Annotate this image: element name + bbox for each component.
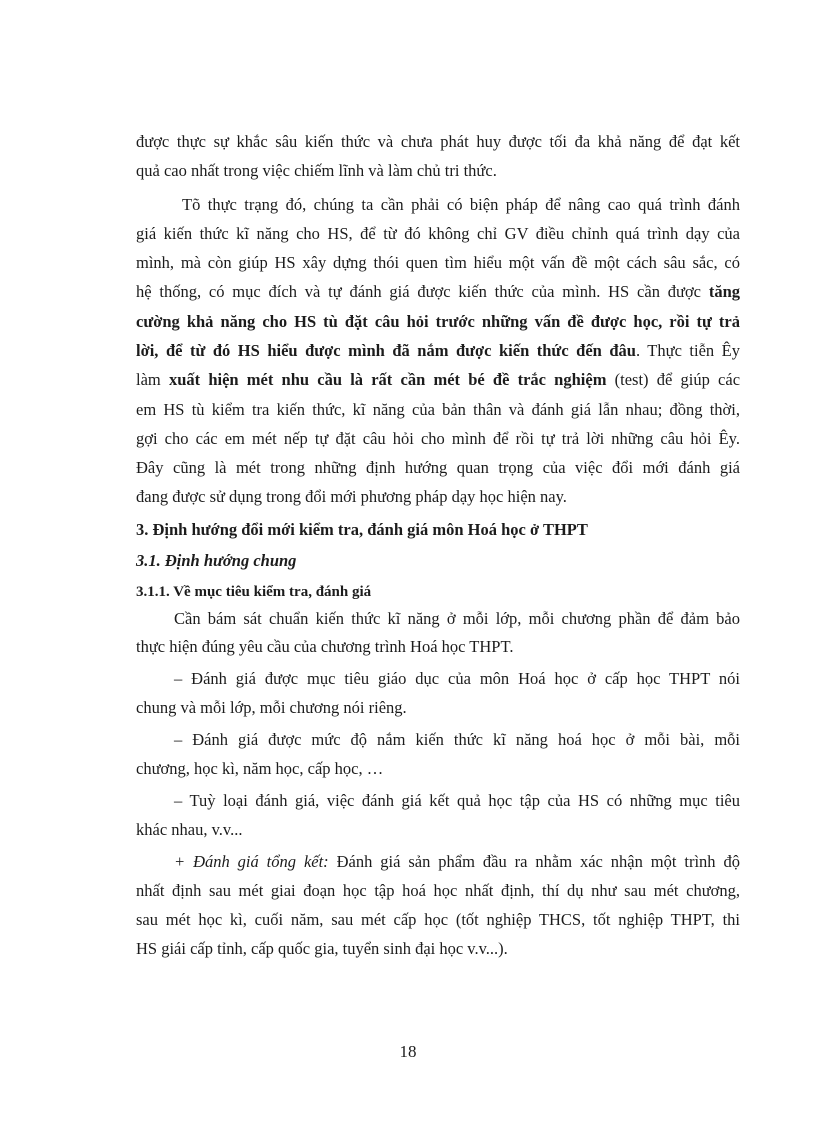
text-line: thực hiện đúng yêu cầu của chương trình Hoá học THPT. (136, 637, 514, 656)
text-line: mình, mà còn giúp HS xây dựng thói quen tìm hiểu một vấn đề một cách sâu sắc, có (136, 253, 740, 272)
text-line: Đây cũng là mét trong những định hướng quan trọng của việc đổi mới đánh giá (136, 458, 740, 477)
text-line (136, 368, 740, 392)
list-item: – Đánh giá được mức độ nắm kiến thức kĩ năng hoá học ở mỗi bài, mỗi (174, 730, 740, 749)
text-line: giá kiến thức kĩ năng cho HS, để từ đó không chỉ GV điều chỉnh quá trình dạy của (136, 224, 740, 243)
text-line (174, 850, 740, 874)
text-line: được thực sự khắc sâu kiến thức và chưa phát huy được tối đa khả năng để đạt kết (136, 132, 740, 151)
text-line: Cần bám sát chuẩn kiến thức kĩ năng ở mỗi lớp, mỗi chương phần để đảm bảo (174, 609, 740, 628)
text-line: chung và mỗi lớp, mỗi chương nói riêng. (136, 698, 407, 717)
italic-text: + Đánh giá tổng kết: (174, 852, 329, 871)
bold-text: lời, để từ đó HS hiểu được mình đã nắm được kiến thức đến đâu (136, 341, 636, 360)
bold-text: tăng (708, 282, 740, 301)
text-run: làm (136, 370, 169, 389)
list-item: – Tuỳ loại đánh giá, việc đánh giá kết quả học tập của HS có những mục tiêu (174, 791, 740, 810)
text-run: Đánh giá sản phẩm đầu ra nhằm xác nhận một trình độ (328, 852, 740, 871)
text-line: HS giái cấp tỉnh, cấp quốc gia, tuyển sinh đại học v.v...). (136, 939, 508, 958)
text-line: nhất định sau mét giai đoạn học tập hoá học nhất định, thí dụ như sau mét chương, (136, 881, 740, 900)
bold-text: xuất hiện mét nhu cầu là rất cần mét bé đề trắc nghiệm (168, 370, 607, 389)
list-item: – Đánh giá được mục tiêu giáo dục của môn Hoá học ở cấp học THPT nói (174, 669, 740, 688)
text-run: hệ thống, có mục đích và tự đánh giá được kiến thức của mình. HS cần được (136, 282, 709, 301)
text-line (136, 339, 740, 363)
text-run: . Thực tiễn Êy (635, 341, 740, 360)
page-number: 18 (399, 1042, 417, 1061)
text-line: khác nhau, v.v... (136, 820, 243, 839)
text-line (136, 280, 740, 304)
subsubsection-heading: 3.1.1. Về mục tiêu kiểm tra, đánh giá (136, 584, 372, 600)
text-line: chương, học kì, năm học, cấp học, … (136, 759, 384, 778)
text-line: sau mét học kì, cuối năm, sau mét cấp học (tốt nghiệp THCS, tốt nghiệp THPT, thi (136, 910, 740, 929)
text-line: em HS tù kiểm tra kiến thức, kĩ năng của bản thân và đánh giá lẫn nhau; đồng thời, (136, 400, 740, 419)
text-line: đang được sử dụng trong đổi mới phương pháp dạy học hiện nay. (136, 487, 567, 506)
section-heading: 3. Định hướng đổi mới kiểm tra, đánh giá môn Hoá học ở THPT (136, 520, 588, 539)
text-line: gợi cho các em mét nếp tự đặt câu hỏi cho mình để rồi tự trả lời những câu hỏi Êy. (136, 429, 740, 448)
text-line: Tõ thực trạng đó, chúng ta cần phải có biện pháp để nâng cao quá trình đánh (182, 195, 740, 214)
text-run: (test) để giúp các (606, 370, 741, 389)
subsection-heading: 3.1. Định hướng chung (136, 551, 297, 570)
text-line: quả cao nhất trong việc chiếm lĩnh và làm chủ tri thức. (136, 161, 497, 180)
bold-text-line: cường khả năng cho HS tù đặt câu hỏi trước những vấn đề được học, rồi tự trả (136, 312, 740, 331)
